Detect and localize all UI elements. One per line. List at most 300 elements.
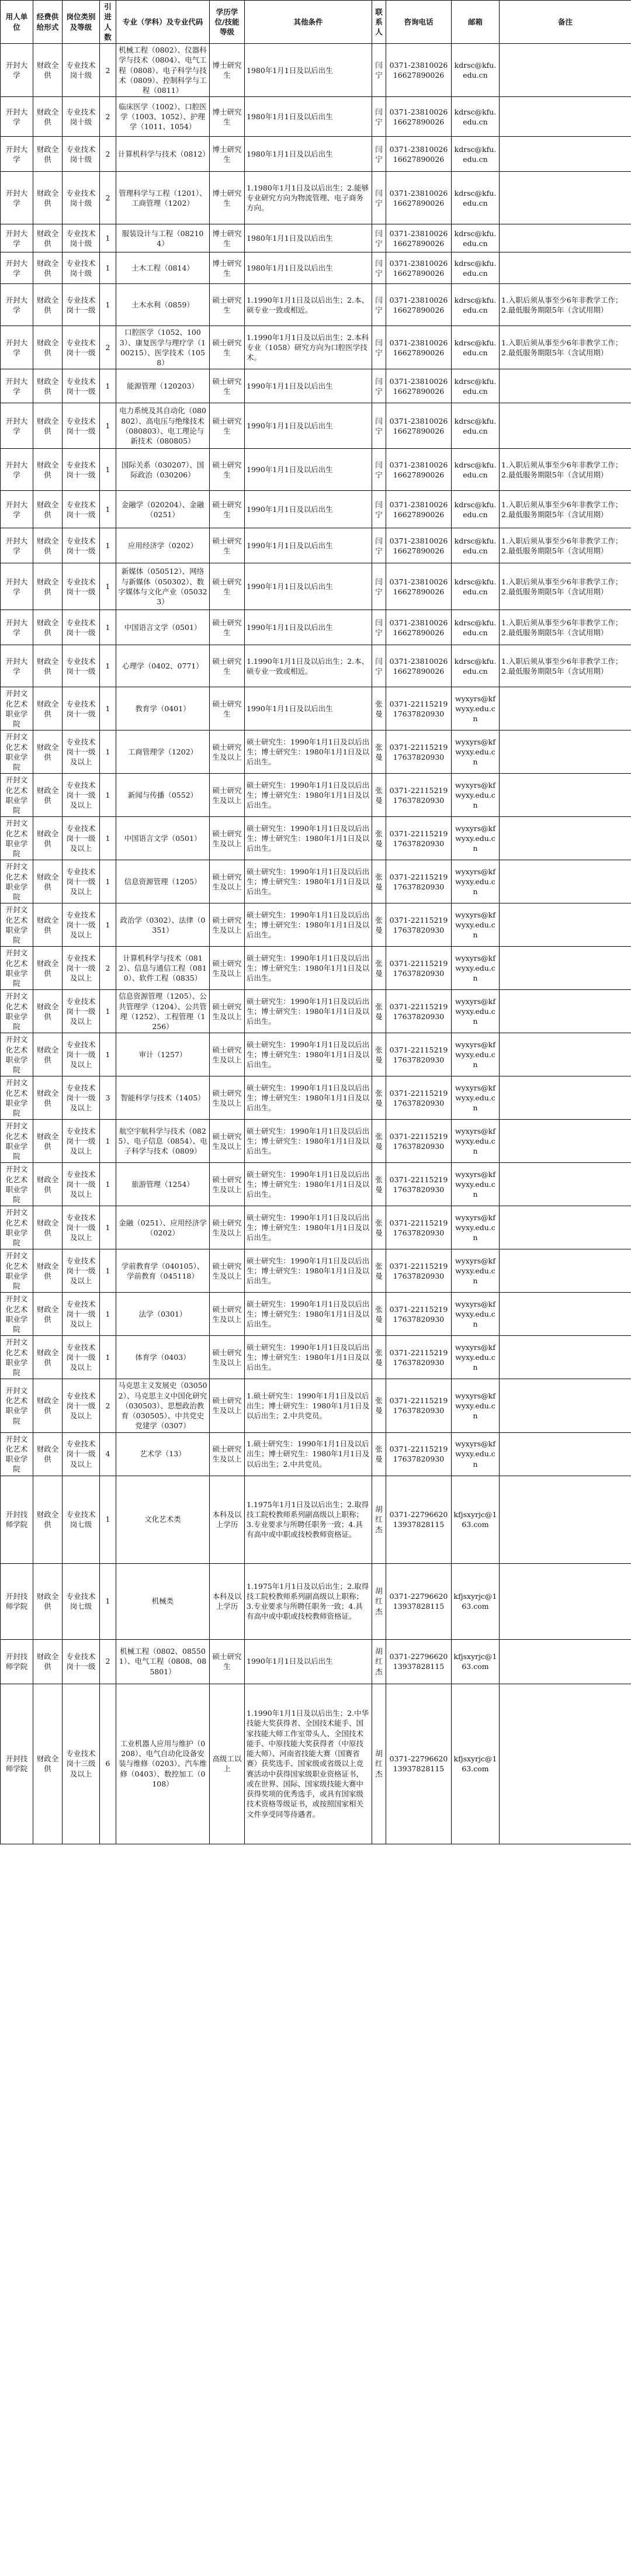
table-row: [1, 326, 631, 369]
cell-email[interactable]: kdrsc@kfu.edu.cn: [452, 491, 500, 528]
cell-conditions: 硕士研究生：1990年1月1日及以后出生；博士研究生：1980年1月1日及以后出生。: [245, 1249, 372, 1293]
cell-contact: 张曼: [372, 860, 386, 903]
cell-conditions: 硕士研究生：1990年1月1日及以后出生；博士研究生：1980年1月1日及以后出生。: [245, 990, 372, 1033]
cell-remarks: [500, 1563, 631, 1639]
cell-conditions: 1980年1月1日及以后出生: [245, 97, 372, 137]
cell-conditions: 硕士研究生：1990年1月1日及以后出生；博士研究生：1980年1月1日及以后出生。: [245, 1033, 372, 1076]
cell-unit: 开封大学: [1, 137, 33, 172]
cell-email[interactable]: kdrsc@kfu.edu.cn: [452, 563, 500, 610]
table-row: [1, 1336, 631, 1379]
cell-degree: 硕士研究生及以上: [210, 860, 245, 903]
cell-conditions: 1.1990年1月1日及以后出生；2.中华技能大奖获得者、全国技术能手、国家技能大师工作室带头人、全国技术能手、中原技能大奖获得者（中原技能大师）、河南省技能大赛（国赛省赛）获奖选手、国家级或省级以上竞赛活动中获得国家级职业资格证书，或在世界、国际、国家级技能大赛中获得奖项的优秀选手，或具有国家级技术资格等级证书，或按照国家相关文件享受同等待遇者。: [245, 1684, 372, 1844]
cell-funding: 财政全供: [33, 449, 63, 491]
cell-funding: 财政全供: [33, 990, 63, 1033]
table-row: [1, 730, 631, 774]
cell-count: 2: [100, 1379, 116, 1432]
cell-email[interactable]: wyxyrs@kfwyxy.edu.cn: [452, 730, 500, 774]
cell-email[interactable]: kdrsc@kfu.edu.cn: [452, 528, 500, 563]
table-row: [1, 137, 631, 172]
cell-email[interactable]: wyxyrs@kfwyxy.edu.cn: [452, 1432, 500, 1476]
cell-funding: 财政全供: [33, 947, 63, 990]
cell-funding: 财政全供: [33, 326, 63, 369]
table-row: [1, 1379, 631, 1432]
cell-unit: 开封大学: [1, 563, 33, 610]
cell-unit: 开封文化艺术职业学院: [1, 1249, 33, 1293]
cell-post-level: 专业技术岗十一级: [63, 491, 100, 528]
cell-email[interactable]: kdrsc@kfu.edu.cn: [452, 326, 500, 369]
cell-email[interactable]: wyxyrs@kfwyxy.edu.cn: [452, 947, 500, 990]
cell-unit: 开封技师学院: [1, 1476, 33, 1563]
cell-count: 1: [100, 284, 116, 326]
cell-unit: 开封文化艺术职业学院: [1, 1293, 33, 1336]
cell-phone: 0371-23810026 16627890026: [386, 491, 452, 528]
cell-email[interactable]: kfjsxyrjc@163.com: [452, 1476, 500, 1563]
cell-conditions: 硕士研究生：1990年1月1日及以后出生；博士研究生：1980年1月1日及以后出生。: [245, 817, 372, 860]
cell-count: 1: [100, 1120, 116, 1163]
cell-post-level: 专业技术岗十一级及以上: [63, 1432, 100, 1476]
cell-degree: 博士研究生: [210, 44, 245, 97]
cell-contact: 张曼: [372, 990, 386, 1033]
cell-email[interactable]: kdrsc@kfu.edu.cn: [452, 284, 500, 326]
table-row: [1, 1432, 631, 1476]
table-row: [1, 44, 631, 97]
cell-degree: 硕士研究生及以上: [210, 1206, 245, 1249]
cell-remarks: 1.入职后须从事至少6年非教学工作；2.最低服务期限5年（含试用期）: [500, 563, 631, 610]
table-row: [1, 528, 631, 563]
cell-post-level: 专业技术岗十级: [63, 97, 100, 137]
cell-contact: 闫宁: [372, 224, 386, 252]
cell-post-level: 专业技术岗十一级: [63, 687, 100, 730]
cell-email[interactable]: wyxyrs@kfwyxy.edu.cn: [452, 1206, 500, 1249]
cell-conditions: 1990年1月1日及以后出生: [245, 563, 372, 610]
cell-post-level: 专业技术岗十一级及以上: [63, 1336, 100, 1379]
cell-count: 1: [100, 252, 116, 284]
cell-conditions: 1990年1月1日及以后出生: [245, 369, 372, 403]
cell-contact: 闫宁: [372, 326, 386, 369]
cell-conditions: 硕士研究生：1990年1月1日及以后出生；博士研究生：1980年1月1日及以后出生。: [245, 1076, 372, 1120]
cell-remarks: [500, 947, 631, 990]
table-row: [1, 1163, 631, 1206]
cell-remarks: 1.入职后须从事至少6年非教学工作；2.最低服务期限5年（含试用期）: [500, 645, 631, 687]
cell-conditions: 1.1975年1月1日及以后出生；2.取得技工院校教师系列副高级以上职称；3.专业要求与所聘任职务一致；4.具有高中或中职或技校教师资格证。: [245, 1476, 372, 1563]
table-row: [1, 947, 631, 990]
cell-unit: 开封大学: [1, 610, 33, 645]
cell-unit: 开封大学: [1, 369, 33, 403]
cell-count: 1: [100, 449, 116, 491]
cell-conditions: 1990年1月1日及以后出生: [245, 403, 372, 449]
cell-conditions: 硕士研究生：1990年1月1日及以后出生；博士研究生：1980年1月1日及以后出生。: [245, 1206, 372, 1249]
cell-conditions: 1990年1月1日及以后出生: [245, 491, 372, 528]
cell-major: 计算机科学与技术（0812）: [116, 137, 210, 172]
cell-major: 新媒体（050512）、网络与新媒体（050302）、数字媒体与文化产业（050323）: [116, 563, 210, 610]
cell-phone: 0371-23810026 16627890026: [386, 137, 452, 172]
cell-funding: 财政全供: [33, 1163, 63, 1206]
table-row: [1, 403, 631, 449]
cell-post-level: 专业技术岗十级: [63, 224, 100, 252]
cell-degree: 硕士研究生及以上: [210, 1432, 245, 1476]
cell-major: 文化艺术类: [116, 1476, 210, 1563]
header-contact: 联系人: [372, 1, 386, 44]
cell-funding: 财政全供: [33, 1476, 63, 1563]
cell-email[interactable]: kdrsc@kfu.edu.cn: [452, 137, 500, 172]
cell-funding: 财政全供: [33, 645, 63, 687]
cell-remarks: [500, 990, 631, 1033]
cell-post-level: 专业技术岗十一级: [63, 449, 100, 491]
header-post-level: 岗位类别及等级: [63, 1, 100, 44]
cell-funding: 财政全供: [33, 1432, 63, 1476]
table-row: [1, 1249, 631, 1293]
cell-major: 临床医学（1002）、口腔医学（1003、1052）、护理学（1011、1054）: [116, 97, 210, 137]
cell-degree: 硕士研究生: [210, 610, 245, 645]
cell-phone: 0371-22796620 13937828115: [386, 1684, 452, 1844]
cell-degree: 硕士研究生: [210, 284, 245, 326]
header-conditions: 其他条件: [245, 1, 372, 44]
cell-degree: 博士研究生: [210, 97, 245, 137]
cell-major: 计算机科学与技术（0812）、信息与通信工程（0810）、软件工程（0835）: [116, 947, 210, 990]
table-row: [1, 774, 631, 817]
cell-count: 1: [100, 1293, 116, 1336]
table-row: [1, 1639, 631, 1684]
cell-degree: 硕士研究生: [210, 687, 245, 730]
cell-contact: 闫宁: [372, 97, 386, 137]
cell-count: 2: [100, 326, 116, 369]
cell-funding: 财政全供: [33, 1076, 63, 1120]
cell-phone: 0371-22115219 17637820930: [386, 1120, 452, 1163]
cell-count: 3: [100, 1076, 116, 1120]
cell-count: 1: [100, 1563, 116, 1639]
table-row: [1, 1206, 631, 1249]
cell-funding: 财政全供: [33, 1249, 63, 1293]
cell-funding: 财政全供: [33, 1336, 63, 1379]
cell-contact: 闫宁: [372, 610, 386, 645]
cell-funding: 财政全供: [33, 491, 63, 528]
cell-email[interactable]: kdrsc@kfu.edu.cn: [452, 97, 500, 137]
cell-remarks: 1.入职后须从事至少6年非教学工作；2.最低服务期限5年（含试用期）: [500, 610, 631, 645]
cell-email[interactable]: kfjsxyrjc@163.com: [452, 1639, 500, 1684]
cell-contact: 胡红杰: [372, 1476, 386, 1563]
cell-contact: 张曼: [372, 730, 386, 774]
cell-phone: 0371-23810026 16627890026: [386, 224, 452, 252]
cell-remarks: [500, 774, 631, 817]
cell-funding: 财政全供: [33, 44, 63, 97]
cell-email[interactable]: kdrsc@kfu.edu.cn: [452, 252, 500, 284]
table-row: [1, 1563, 631, 1639]
cell-phone: 0371-22115219 17637820930: [386, 817, 452, 860]
cell-phone: 0371-22115219 17637820930: [386, 1379, 452, 1432]
cell-conditions: 1.1980年1月1日及以后出生；2.能够专业研究方向为物流管理、电子商务方向。: [245, 172, 372, 224]
cell-contact: 闫宁: [372, 369, 386, 403]
cell-post-level: 专业技术岗十一级: [63, 528, 100, 563]
cell-major: 政治学（0302）、法律（0351）: [116, 903, 210, 947]
cell-unit: 开封大学: [1, 403, 33, 449]
cell-conditions: 1990年1月1日及以后出生: [245, 528, 372, 563]
header-phone: 咨询电话: [386, 1, 452, 44]
cell-unit: 开封大学: [1, 224, 33, 252]
cell-contact: 闫宁: [372, 284, 386, 326]
cell-phone: 0371-22115219 17637820930: [386, 1206, 452, 1249]
cell-contact: 闫宁: [372, 528, 386, 563]
cell-degree: 硕士研究生: [210, 449, 245, 491]
cell-conditions: 硕士研究生：1990年1月1日及以后出生；博士研究生：1980年1月1日及以后出生。: [245, 903, 372, 947]
cell-remarks: [500, 369, 631, 403]
cell-count: 1: [100, 491, 116, 528]
cell-major: 金融学（020204）、金融（0251）: [116, 491, 210, 528]
cell-major: 服装设计与工程（082104）: [116, 224, 210, 252]
cell-email[interactable]: wyxyrs@kfwyxy.edu.cn: [452, 1076, 500, 1120]
cell-phone: 0371-22115219 17637820930: [386, 1033, 452, 1076]
header-count: 引进人数: [100, 1, 116, 44]
cell-count: 1: [100, 224, 116, 252]
table-row: [1, 1033, 631, 1076]
cell-unit: 开封文化艺术职业学院: [1, 730, 33, 774]
cell-conditions: 硕士研究生：1990年1月1日及以后出生；博士研究生：1980年1月1日及以后出生。: [245, 1163, 372, 1206]
cell-remarks: [500, 1076, 631, 1120]
cell-email[interactable]: wyxyrs@kfwyxy.edu.cn: [452, 1336, 500, 1379]
cell-contact: 闫宁: [372, 403, 386, 449]
cell-conditions: 硕士研究生：1990年1月1日及以后出生；博士研究生：1980年1月1日及以后出生。: [245, 1336, 372, 1379]
cell-degree: 硕士研究生: [210, 326, 245, 369]
cell-remarks: [500, 1120, 631, 1163]
cell-degree: 硕士研究生及以上: [210, 730, 245, 774]
cell-degree: 高级工以上: [210, 1684, 245, 1844]
cell-remarks: 1.入职后须从事至少6年非教学工作；2.最低服务期限5年（含试用期）: [500, 449, 631, 491]
cell-unit: 开封大学: [1, 252, 33, 284]
cell-email[interactable]: kdrsc@kfu.edu.cn: [452, 44, 500, 97]
cell-contact: 张曼: [372, 1076, 386, 1120]
cell-unit: 开封大学: [1, 44, 33, 97]
cell-email[interactable]: kfjsxyrjc@163.com: [452, 1684, 500, 1844]
cell-major: 体育学（0403）: [116, 1336, 210, 1379]
cell-contact: 张曼: [372, 817, 386, 860]
cell-degree: 硕士研究生: [210, 645, 245, 687]
cell-funding: 财政全供: [33, 860, 63, 903]
cell-unit: 开封文化艺术职业学院: [1, 1120, 33, 1163]
cell-degree: 硕士研究生: [210, 563, 245, 610]
cell-post-level: 专业技术岗十一级及以上: [63, 817, 100, 860]
cell-conditions: 1.1990年1月1日及以后出生；2.本科专业（1058）研究方向为口腔医学技术。: [245, 326, 372, 369]
cell-phone: 0371-23810026 16627890026: [386, 645, 452, 687]
cell-count: 1: [100, 1033, 116, 1076]
cell-phone: 0371-22796620 13937828115: [386, 1639, 452, 1684]
cell-phone: 0371-22115219 17637820930: [386, 1336, 452, 1379]
cell-major: 管理科学与工程（1201）、工商管理（1202）: [116, 172, 210, 224]
cell-email[interactable]: wyxyrs@kfwyxy.edu.cn: [452, 1120, 500, 1163]
cell-major: 口腔医学（1052、1003）、康复医学与理疗学（100215）、医学技术（1058）: [116, 326, 210, 369]
cell-phone: 0371-22115219 17637820930: [386, 1249, 452, 1293]
cell-remarks: [500, 224, 631, 252]
cell-phone: 0371-23810026 16627890026: [386, 97, 452, 137]
cell-phone: 0371-23810026 16627890026: [386, 449, 452, 491]
cell-conditions: 硕士研究生：1990年1月1日及以后出生；博士研究生：1980年1月1日及以后出生。: [245, 860, 372, 903]
cell-major: 土木工程（0814）: [116, 252, 210, 284]
cell-email[interactable]: wyxyrs@kfwyxy.edu.cn: [452, 860, 500, 903]
cell-email[interactable]: wyxyrs@kfwyxy.edu.cn: [452, 817, 500, 860]
table-row: [1, 97, 631, 137]
cell-email[interactable]: wyxyrs@kfwyxy.edu.cn: [452, 1249, 500, 1293]
cell-major: 新闻与传播（0552）: [116, 774, 210, 817]
cell-post-level: 专业技术岗十一级: [63, 284, 100, 326]
cell-funding: 财政全供: [33, 730, 63, 774]
cell-conditions: 1990年1月1日及以后出生: [245, 610, 372, 645]
cell-funding: 财政全供: [33, 817, 63, 860]
cell-degree: 博士研究生: [210, 172, 245, 224]
cell-post-level: 专业技术岗十一级及以上: [63, 1163, 100, 1206]
cell-degree: 硕士研究生及以上: [210, 947, 245, 990]
cell-conditions: 硕士研究生：1990年1月1日及以后出生；博士研究生：1980年1月1日及以后出生。: [245, 947, 372, 990]
cell-major: 心理学（0402、0771）: [116, 645, 210, 687]
cell-remarks: 1.入职后须从事至少6年非教学工作；2.最低服务期限5年（含试用期）: [500, 491, 631, 528]
cell-funding: 财政全供: [33, 137, 63, 172]
cell-phone: 0371-23810026 16627890026: [386, 44, 452, 97]
table-row: [1, 1476, 631, 1563]
cell-email[interactable]: kdrsc@kfu.edu.cn: [452, 369, 500, 403]
header-degree: 学历学位/技能等级: [210, 1, 245, 44]
cell-count: 1: [100, 1336, 116, 1379]
cell-funding: 财政全供: [33, 1120, 63, 1163]
cell-major: 中国语言文学（0501）: [116, 610, 210, 645]
cell-funding: 财政全供: [33, 1206, 63, 1249]
cell-major: 学前教育学（040105）、学前教育（045118）: [116, 1249, 210, 1293]
cell-count: 1: [100, 774, 116, 817]
cell-major: 智能科学与技术（1405）: [116, 1076, 210, 1120]
cell-phone: 0371-22115219 17637820930: [386, 687, 452, 730]
cell-remarks: [500, 252, 631, 284]
table-row: [1, 172, 631, 224]
cell-degree: 硕士研究生及以上: [210, 1293, 245, 1336]
cell-remarks: [500, 44, 631, 97]
cell-funding: 财政全供: [33, 252, 63, 284]
cell-funding: 财政全供: [33, 563, 63, 610]
cell-conditions: 1980年1月1日及以后出生: [245, 44, 372, 97]
cell-post-level: 专业技术岗十级: [63, 172, 100, 224]
cell-remarks: [500, 1336, 631, 1379]
table-row: [1, 1684, 631, 1844]
cell-email[interactable]: wyxyrs@kfwyxy.edu.cn: [452, 903, 500, 947]
cell-unit: 开封文化艺术职业学院: [1, 1076, 33, 1120]
cell-remarks: [500, 730, 631, 774]
cell-post-level: 专业技术岗十一级: [63, 326, 100, 369]
cell-remarks: [500, 860, 631, 903]
table-row: [1, 252, 631, 284]
cell-degree: 硕士研究生: [210, 491, 245, 528]
cell-post-level: 专业技术岗十一级及以上: [63, 860, 100, 903]
cell-email[interactable]: wyxyrs@kfwyxy.edu.cn: [452, 1293, 500, 1336]
cell-email[interactable]: kdrsc@kfu.edu.cn: [452, 449, 500, 491]
cell-post-level: 专业技术岗十一级及以上: [63, 990, 100, 1033]
cell-funding: 财政全供: [33, 1033, 63, 1076]
cell-conditions: 1990年1月1日及以后出生: [245, 449, 372, 491]
cell-count: 1: [100, 1206, 116, 1249]
cell-count: 2: [100, 947, 116, 990]
cell-post-level: 专业技术岗十级: [63, 137, 100, 172]
cell-phone: 0371-22796620 13937828115: [386, 1476, 452, 1563]
cell-post-level: 专业技术岗十一级: [63, 645, 100, 687]
cell-conditions: 1.1990年1月1日及以后出生；2.本、硕专业一致或相近。: [245, 645, 372, 687]
cell-post-level: 专业技术岗七级: [63, 1563, 100, 1639]
cell-email[interactable]: kdrsc@kfu.edu.cn: [452, 610, 500, 645]
cell-count: 1: [100, 528, 116, 563]
table-row: [1, 645, 631, 687]
cell-conditions: 1.1990年1月1日及以后出生；2.本、硕专业一致或相近。: [245, 284, 372, 326]
cell-funding: 财政全供: [33, 774, 63, 817]
cell-major: 旅游管理（1254）: [116, 1163, 210, 1206]
cell-phone: 0371-23810026 16627890026: [386, 326, 452, 369]
cell-contact: 闫宁: [372, 252, 386, 284]
cell-degree: 硕士研究生及以上: [210, 774, 245, 817]
cell-phone: 0371-22115219 17637820930: [386, 1163, 452, 1206]
cell-major: 信息资源管理（1205）: [116, 860, 210, 903]
cell-post-level: 专业技术岗十一级及以上: [63, 774, 100, 817]
cell-remarks: [500, 1163, 631, 1206]
cell-email[interactable]: wyxyrs@kfwyxy.edu.cn: [452, 1379, 500, 1432]
cell-conditions: 1980年1月1日及以后出生: [245, 252, 372, 284]
table-row: [1, 860, 631, 903]
cell-unit: 开封大学: [1, 491, 33, 528]
cell-phone: 0371-23810026 16627890026: [386, 528, 452, 563]
cell-remarks: 1.入职后须从事至少6年非教学工作；2.最低服务期限5年（含试用期）: [500, 326, 631, 369]
cell-count: 2: [100, 97, 116, 137]
cell-major: 中国语言文学（0501）: [116, 817, 210, 860]
cell-phone: 0371-23810026 16627890026: [386, 403, 452, 449]
cell-phone: 0371-22115219 17637820930: [386, 860, 452, 903]
cell-email[interactable]: wyxyrs@kfwyxy.edu.cn: [452, 1033, 500, 1076]
cell-funding: 财政全供: [33, 1379, 63, 1432]
cell-count: 2: [100, 44, 116, 97]
cell-email[interactable]: wyxyrs@kfwyxy.edu.cn: [452, 1163, 500, 1206]
table-row: [1, 1120, 631, 1163]
header-unit: 用人单位: [1, 1, 33, 44]
cell-email[interactable]: wyxyrs@kfwyxy.edu.cn: [452, 774, 500, 817]
cell-major: 审计（1257）: [116, 1033, 210, 1076]
cell-degree: 硕士研究生及以上: [210, 1163, 245, 1206]
cell-contact: 闫宁: [372, 172, 386, 224]
cell-post-level: 专业技术岗十一级及以上: [63, 1379, 100, 1432]
cell-count: 1: [100, 860, 116, 903]
cell-contact: 张曼: [372, 1033, 386, 1076]
cell-email[interactable]: kdrsc@kfu.edu.cn: [452, 172, 500, 224]
cell-unit: 开封大学: [1, 172, 33, 224]
cell-phone: 0371-22796620 13937828115: [386, 1563, 452, 1639]
table-row: [1, 369, 631, 403]
cell-unit: 开封文化艺术职业学院: [1, 903, 33, 947]
cell-count: 1: [100, 610, 116, 645]
cell-remarks: [500, 1033, 631, 1076]
cell-phone: 0371-22115219 17637820930: [386, 903, 452, 947]
table-row: [1, 610, 631, 645]
cell-funding: 财政全供: [33, 528, 63, 563]
cell-post-level: 专业技术岗十一级: [63, 610, 100, 645]
cell-post-level: 专业技术岗十一级及以上: [63, 1249, 100, 1293]
cell-email[interactable]: wyxyrs@kfwyxy.edu.cn: [452, 687, 500, 730]
cell-funding: 财政全供: [33, 97, 63, 137]
table-row: [1, 903, 631, 947]
cell-email[interactable]: wyxyrs@kfwyxy.edu.cn: [452, 990, 500, 1033]
cell-funding: 财政全供: [33, 687, 63, 730]
cell-post-level: 专业技术岗十一级及以上: [63, 1033, 100, 1076]
cell-major: 应用经济学（0202）: [116, 528, 210, 563]
cell-email[interactable]: kdrsc@kfu.edu.cn: [452, 224, 500, 252]
cell-count: 1: [100, 990, 116, 1033]
cell-contact: 闫宁: [372, 491, 386, 528]
cell-post-level: 专业技术岗十一级及以上: [63, 903, 100, 947]
cell-degree: 硕士研究生及以上: [210, 1379, 245, 1432]
cell-remarks: [500, 1206, 631, 1249]
cell-email[interactable]: kdrsc@kfu.edu.cn: [452, 403, 500, 449]
cell-unit: 开封文化艺术职业学院: [1, 1379, 33, 1432]
cell-degree: 博士研究生: [210, 252, 245, 284]
cell-email[interactable]: kdrsc@kfu.edu.cn: [452, 645, 500, 687]
cell-email[interactable]: kfjsxyrjc@163.com: [452, 1563, 500, 1639]
